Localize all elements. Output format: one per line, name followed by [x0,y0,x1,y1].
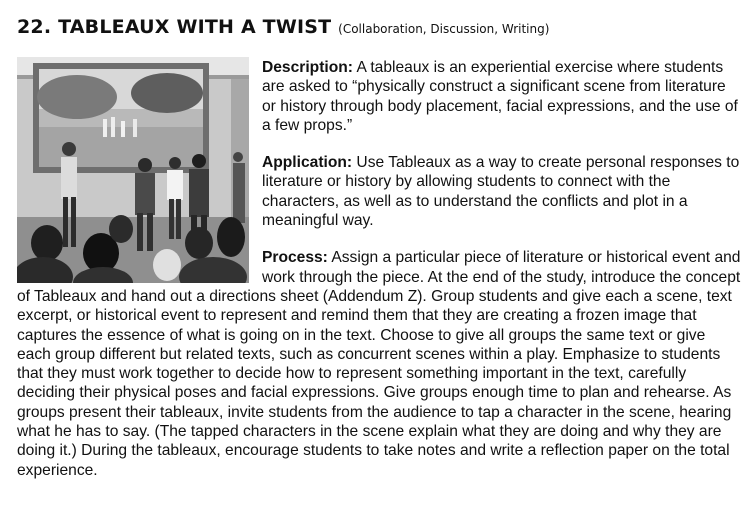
activity-title: 22. TABLEAUX WITH A TWIST [17,16,332,38]
application-text: Use Tableaux as a way to create personal responses to literature or history by allowing students to connect with the characters, as well as to understand the conflicts and plot in a meaningful way. [262,154,740,230]
activity-tags: (Collaboration, Discussion, Writing) [338,22,550,36]
photo-wrap-spacer [17,58,262,280]
process-paragraph [17,248,741,480]
process-label: Process: [262,249,328,267]
activity-heading [17,16,549,38]
description-text: A tableaux is an experiential exercise where students are asked to “physically construct a significant scene from literature or history through body placement, facial expressions, and the use of a few props.” [262,59,738,134]
application-label: Application: [262,154,353,172]
process-text: Assign a particular piece of literature or historical event and work through the piece. At the end of the study, introduce the concept of Tableaux and hand out a directions sheet (Addendum Z). Group students and give each a scene, text excerpt, or historical event to represent and remind them that they are creating a frozen image that captures the essence of what is going on in the text. Choose to give all groups the same text or give each group different but related texts, such as concurrent scenes within a play. Emphasize to students that they must work together to decide how to represent something important in the text, carefully deciding their physical poses and facial expressions. Give groups enough time to plan and rehearse. As groups present their tableaux, invite students from the audience to tap a character in the scene, hearing what he has to say. (The tapped characters in the scene explain what they are doing and why they are doing it.) During the tableaux, encourage students to take notes and write a reflection paper on the total experience. [17,249,741,479]
description-label: Description: [262,59,353,76]
activity-body [17,58,741,498]
